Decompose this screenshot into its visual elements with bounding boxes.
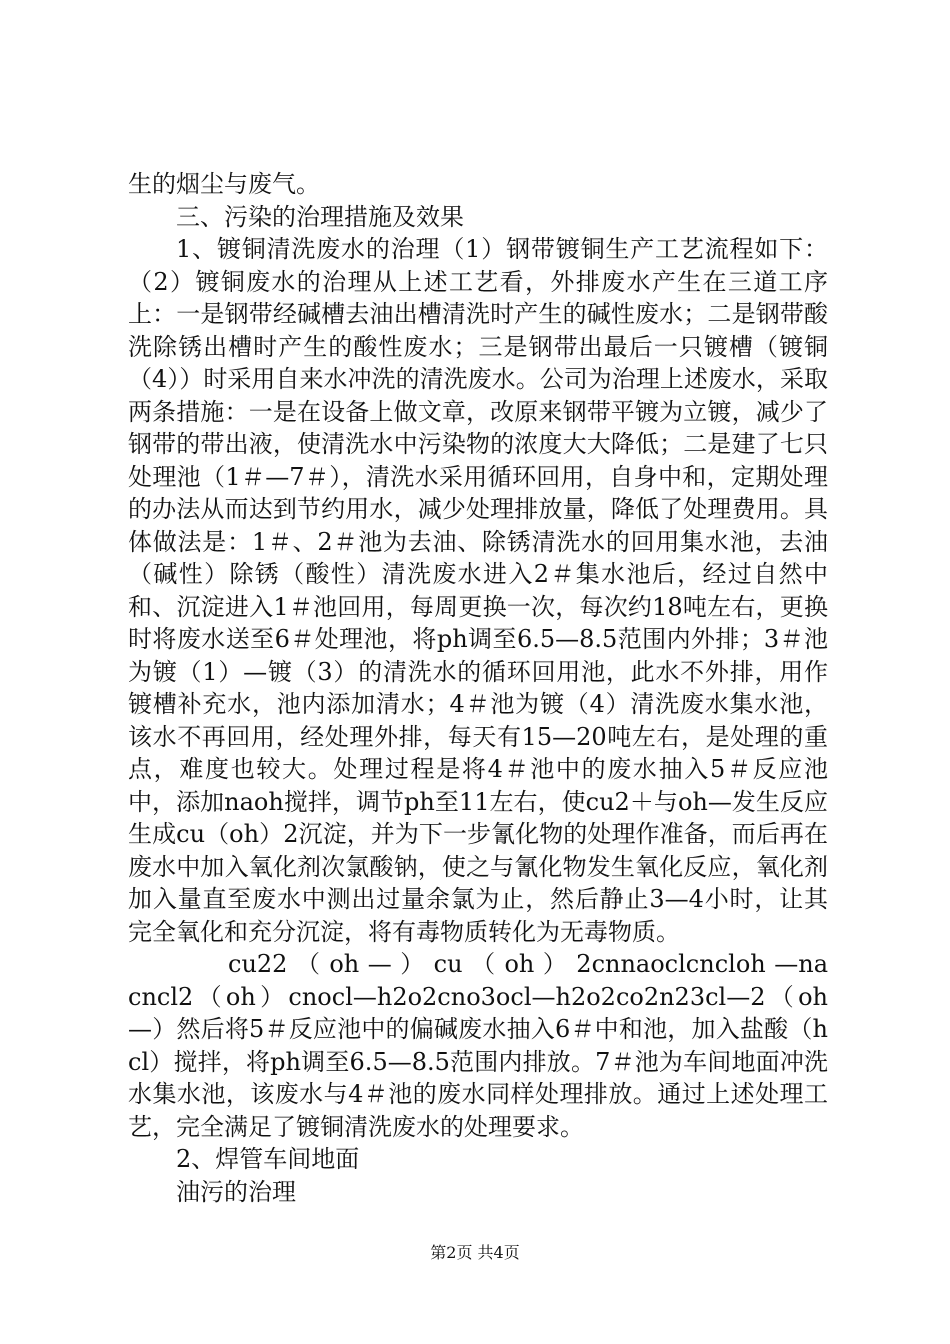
subsection-heading: 2、焊管车间地面 (176, 1145, 360, 1173)
document-body (128, 168, 828, 1208)
paragraph-treatment: 1、镀铜清洗废水的治理（1）钢带镀铜生产工艺流程如下：（2）镀铜废水的治理从上述工艺看，外排废水产生在三道工序上：一是钢带经碱槽去油出槽清洗时产生的碱性废水；二是钢带酸洗除锈出槽时产生的酸性废水；三是钢带出最后一只镀槽（镀铜（4））时采用自来水冲洗的清洗废水。公司为治理上述废水，采取两条措施：一是在设备上做文章，改原来钢带平镀为立镀，减少了钢带的带出液，使清洗水中污染物的浓度大大降低；二是建了七只处理池（1＃—7＃），清洗水采用循环回用，自身中和，定期处理的办法从而达到节约用水，减少处理排放量，降低了处理费用。具体做法是：1＃、2＃池为去油、除锈清洗水的回用集水池，去油（碱性）除锈（酸性）清洗废水进入2＃集水池后，经过自然中和、沉淀进入1＃池回用，每周更换一次，每次约18吨左右，更换时将废水送至6＃处理池，将ph调至6.5—8.5范围内外排；3＃池为镀（1）—镀（3）的清洗水的循环回用池，此水不外排，用作镀槽补充水，池内添加清水；4＃池为镀（4）清洗废水集水池，该水不再回用，经处理外排，每天有15—20吨左右，是处理的重点，难度也较大。处理过程是将4＃池中的废水抽入5＃反应池中，添加naoh搅拌，调节ph至11左右，使cu2＋与oh—发生反应生成cu（oh）2沉淀，并为下一步氰化物的处理作准备，而后再在废水中加入氧化剂次氯酸钠，使之与氰化物发生氧化反应，氧化剂加入量直至废水中测出过量余氯为止，然后静止3—4小时，让其完全氧化和充分沉淀，将有毒物质转化为无毒物质。 (128, 235, 828, 946)
subsection-heading-continued: 油污的治理 (176, 1177, 296, 1206)
paragraph-equation: cu22 （ oh — ） cu （ oh ） 2cnnaoclcncloh —nacncl2（oh）cnocl—h2o2cno3ocl—h2o2co2n23cl—2（oh—）然后将5＃反应池中的偏碱废水抽入6＃中和池，加入盐酸（hcl）搅拌，将ph调至6.5—8.5范围内排放。7＃池为车间地面冲洗水集水池，该废水与4＃池的废水同样处理排放。通过上述处理工艺，完全满足了镀铜清洗废水的处理要求。 (128, 950, 828, 1141)
page-number: 第2页 共4页 (430, 1243, 520, 1262)
section-heading: 三、污染的治理措施及效果 (176, 202, 464, 231)
paragraph-0: 生的烟尘与废气。 (128, 170, 320, 198)
